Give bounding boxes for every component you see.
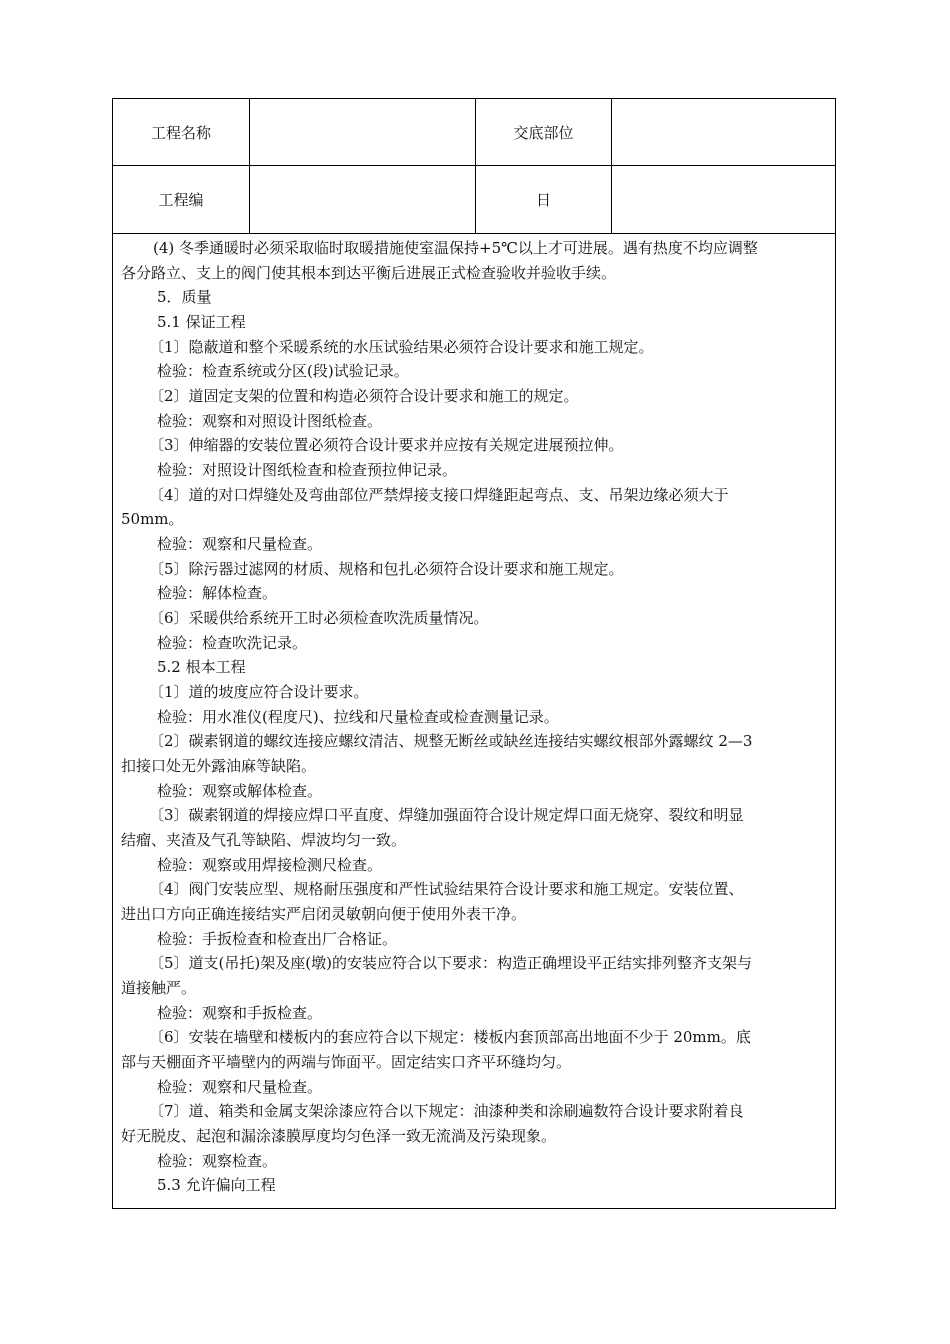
text-line: 〔4〕道的对口焊缝处及弯曲部位严禁焊接支接口焊缝距起弯点、支、吊架边缘必须大于 xyxy=(149,486,729,504)
section-heading: 5.1 保证工程 xyxy=(157,313,246,331)
section-heading: 5．质量 xyxy=(157,288,212,306)
text-line: 50mm。 xyxy=(121,510,184,528)
project-name-value[interactable] xyxy=(250,99,476,165)
text-line: (4) 冬季通暖时必须采取临时取暖措施使室温保持+5℃以上才可进展。遇有热度不均应调整 xyxy=(153,239,758,257)
text-line: 〔5〕除污器过滤网的材质、规格和包扎必须符合设计要求和施工规定。 xyxy=(149,560,624,578)
text-line: 检验：观察或用焊接检测尺检查。 xyxy=(157,856,383,874)
date-value[interactable] xyxy=(612,166,835,233)
text-line: 部与天棚面齐平墙壁内的两端与饰面平。固定结实口齐平环缝均匀。 xyxy=(121,1053,572,1071)
text-line: 检验：手扳检查和检查出厂合格证。 xyxy=(157,930,398,948)
text-line: 〔6〕采暖供给系统开工时必须检查吹洗质量情况。 xyxy=(149,609,489,627)
header-row-1 xyxy=(113,99,835,166)
text-line: 〔5〕道支(吊托)架及座(墩)的安装应符合以下要求：构造正确埋设平正结实排列整齐支架与 xyxy=(149,954,752,972)
text-line: 好无脱皮、起泡和漏涂漆膜厚度均匀色泽一致无流淌及污染现象。 xyxy=(121,1127,557,1145)
date-label: 日 xyxy=(476,166,612,233)
text-line: 结瘤、夹渣及气孔等缺陷、焊波均匀一致。 xyxy=(121,831,407,849)
section-heading: 5.2 根本工程 xyxy=(157,658,246,676)
project-name-label: 工程名称 xyxy=(113,99,250,165)
section-heading: 5.3 允许偏向工程 xyxy=(157,1176,276,1194)
text-line: 〔1〕道的坡度应符合设计要求。 xyxy=(149,683,369,701)
text-line: 各分路立、支上的阀门使其根本到达平衡后进展正式检查验收并验收手续。 xyxy=(121,264,617,282)
text-line: 扣接口处无外露油麻等缺陷。 xyxy=(121,757,317,775)
text-line: 〔7〕道、箱类和金属支架涂漆应符合以下规定：油漆种类和涂刷遍数符合设计要求附着良 xyxy=(149,1102,744,1120)
text-line: 检验：检查系统或分区(段)试验记录。 xyxy=(157,362,409,380)
text-line: 〔3〕伸缩器的安装位置必须符合设计要求并应按有关规定进展预拉伸。 xyxy=(149,436,624,454)
text-line: 〔2〕道固定支架的位置和构造必须符合设计要求和施工的规定。 xyxy=(149,387,579,405)
text-line: 检验：用水准仪(程度尺)、拉线和尺量检查或检查测量记录。 xyxy=(157,708,559,726)
text-line: 检验：观察和对照设计图纸检查。 xyxy=(157,412,383,430)
header-row-2 xyxy=(113,166,835,234)
text-line: 检验：观察和尺量检查。 xyxy=(157,1078,323,1096)
text-line: 进出口方向正确连接结实严启闭灵敏朝向便于使用外表干净。 xyxy=(121,905,527,923)
technical-disclosure-table xyxy=(112,98,836,1209)
project-number-label: 工程编 xyxy=(113,166,250,233)
text-line: 〔1〕隐蔽道和整个采暖系统的水压试验结果必须符合设计要求和施工规定。 xyxy=(149,338,654,356)
text-line: 检验：检查吹洗记录。 xyxy=(157,634,308,652)
text-line: 道接触严。 xyxy=(121,979,197,997)
text-line: 检验：观察检查。 xyxy=(157,1152,278,1170)
text-line: 〔4〕阀门安装应型、规格耐压强度和严性试验结果符合设计要求和施工规定。安装位置、 xyxy=(149,880,744,898)
text-line: 检验：观察和手扳检查。 xyxy=(157,1004,323,1022)
disclosure-part-label: 交底部位 xyxy=(476,99,612,165)
text-line: 〔3〕碳素钢道的焊接应焊口平直度、焊缝加强面符合设计规定焊口面无烧穿、裂纹和明显 xyxy=(149,806,744,824)
text-line: 检验：观察或解体检查。 xyxy=(157,782,323,800)
text-line: 〔6〕安装在墙壁和楼板内的套应符合以下规定：楼板内套顶部高出地面不少于 20mm。底 xyxy=(149,1028,751,1046)
text-line: 检验：观察和尺量检查。 xyxy=(157,535,323,553)
text-line: 〔2〕碳素钢道的螺纹连接应螺纹清洁、规整无断丝或缺丝连接结实螺纹根部外露螺纹 2—3 xyxy=(149,732,753,750)
project-number-value[interactable] xyxy=(250,166,476,233)
text-line: 检验：解体检查。 xyxy=(157,584,278,602)
disclosure-part-value[interactable] xyxy=(612,99,835,165)
text-line: 检验：对照设计图纸检查和检查预拉伸记录。 xyxy=(157,461,458,479)
